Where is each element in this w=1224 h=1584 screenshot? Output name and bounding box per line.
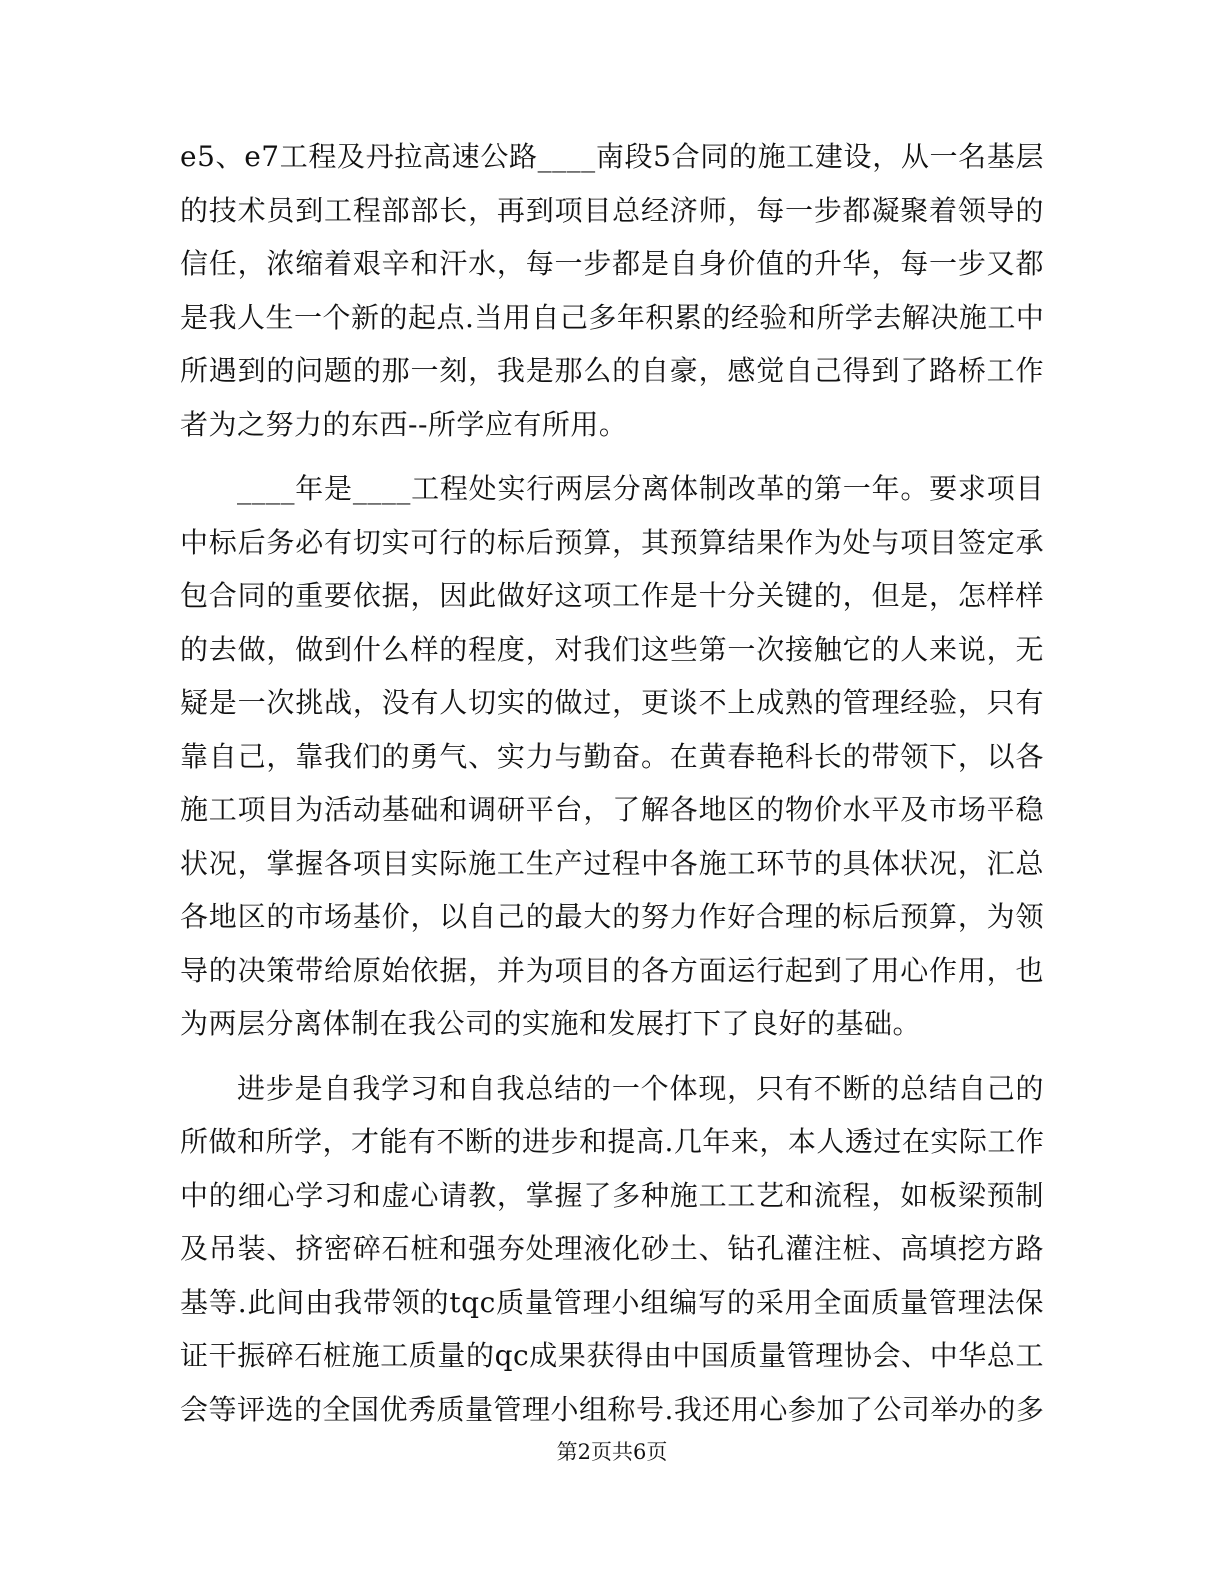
text-line: 所做和所学，才能有不断的进步和提高.几年来，本人透过在实际工作 <box>180 1125 1044 1158</box>
text-line: 疑是一次挑战，没有人切实的做过，更谈不上成熟的管理经验，只有 <box>180 686 1044 719</box>
text-line: e5、e7工程及丹拉高速公路____南段5合同的施工建设，从一名基层 <box>180 140 1044 173</box>
text-line: 导的决策带给原始依据，并为项目的各方面运行起到了用心作用，也 <box>180 953 1044 987</box>
text-line: 包合同的重要依据，因此做好这项工作是十分关键的，但是，怎样样 <box>180 579 1044 612</box>
text-line: 会等评选的全国优秀质量管理小组称号.我还用心参加了公司举办的多 <box>180 1392 1044 1426</box>
text-line: 及吊装、挤密碎石桩和强夯处理液化砂土、钻孔灌注桩、高填挖方路 <box>180 1232 1044 1265</box>
text-line: 状况，掌握各项目实际施工生产过程中各施工环节的具体状况，汇总 <box>180 846 1044 880</box>
text-line: 中标后务必有切实可行的标后预算，其预算结果作为处与项目签定承 <box>180 525 1044 559</box>
text-line: 的去做，做到什么样的程度，对我们这些第一次接触它的人来说，无 <box>180 632 1044 666</box>
document-body <box>180 130 1044 1447</box>
paragraph-3 <box>180 1062 1044 1437</box>
page-number-footer: 第2页共6页 <box>556 1440 668 1464</box>
text-line: 施工项目为活动基础和调研平台，了解各地区的物价水平及市场平稳 <box>180 793 1044 826</box>
text-line: 靠自己，靠我们的勇气、实力与勤奋。在黄春艳科长的带领下，以各 <box>180 739 1044 773</box>
text-line: 者为之努力的东西--所学应有所用。 <box>180 407 628 441</box>
text-line: 进步是自我学习和自我总结的一个体现，只有不断的总结自己的 <box>237 1071 1044 1105</box>
text-line: 为两层分离体制在我公司的实施和发展打下了良好的基础。 <box>180 1007 922 1040</box>
paragraph-1 <box>180 130 1044 451</box>
text-line: 的技术员到工程部部长，再到项目总经济师，每一步都凝聚着领导的 <box>180 193 1044 227</box>
text-line: 基等.此间由我带领的tqc质量管理小组编写的采用全面质量管理法保 <box>180 1285 1044 1319</box>
text-line: 信任，浓缩着艰辛和汗水，每一步都是自身价值的升华，每一步又都 <box>180 247 1044 280</box>
paragraph-2 <box>180 462 1044 1051</box>
text-line: 证干振碎石桩施工质量的qc成果获得由中国质量管理协会、中华总工 <box>180 1339 1044 1372</box>
text-line: 所遇到的问题的那一刻，我是那么的自豪，感觉自己得到了路桥工作 <box>180 354 1044 387</box>
text-line: 各地区的市场基价，以自己的最大的努力作好合理的标后预算，为领 <box>180 900 1044 933</box>
text-line: 是我人生一个新的起点.当用自己多年积累的经验和所学去解决施工中 <box>180 300 1044 334</box>
text-line: 中的细心学习和虚心请教，掌握了多种施工工艺和流程，如板梁预制 <box>180 1178 1044 1212</box>
text-line: ____年是____工程处实行两层分离体制改革的第一年。要求项目 <box>237 472 1044 505</box>
